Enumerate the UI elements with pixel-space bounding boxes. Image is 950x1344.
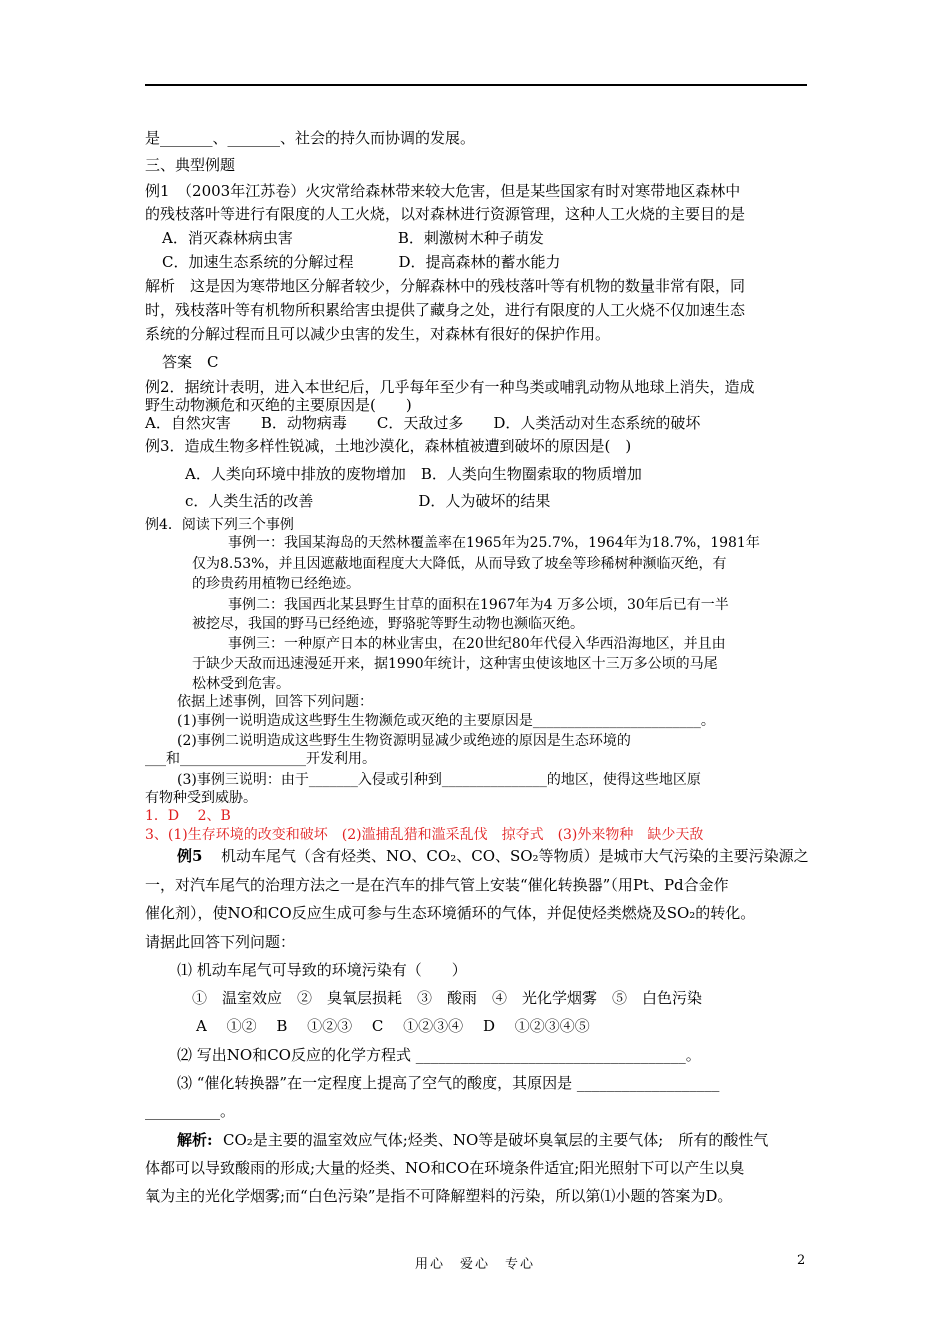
- text-line: 松林受到危害。: [192, 676, 290, 692]
- text-line: 例2．据统计表明，进入本世纪后，几乎每年至少有一种鸟类或哺乳动物从地球上消失，造成: [145, 378, 755, 396]
- question-line: ⑵ 写出NO和CO反应的化学方程式 ____________________________________。: [177, 1046, 701, 1064]
- example-label: 例5: [177, 847, 203, 865]
- text-line: __________。: [145, 1102, 236, 1120]
- analysis-label: 解析:: [177, 1131, 213, 1149]
- option-line: A．自然灾害 B．动物病毒 C．天敌过多 D．人类活动对生态系统的破坏: [145, 414, 701, 432]
- text-line: (1)事例一说明造成这些野生生物濒危或灭绝的主要原因是________________________。: [177, 713, 715, 729]
- text-line: 野生动物濒危和灭绝的主要原因是( ): [145, 396, 412, 414]
- text-line: CO₂是主要的温室效应气体;烃类、NO等是破坏臭氧层的主要气体; 所有的酸性气: [223, 1131, 769, 1149]
- question-line: ⑴ 机动车尾气可导致的环境污染有（ ）: [177, 961, 467, 979]
- text-line: 机动车尾气（含有烃类、NO、CO₂、CO、SO₂等物质）是城市大气污染的主要污染源之: [221, 847, 809, 865]
- option-line: A．人类向环境中排放的废物增加 B．人类向生物圈索取的物质增加: [185, 465, 642, 483]
- header-rule: [145, 84, 807, 86]
- text-line: 请据此回答下列问题：: [145, 933, 296, 951]
- page-footer: 用心 爱心 专心: [414, 1257, 535, 1272]
- text-line: 事例二：我国西北某县野生甘草的面积在1967年为4 万多公顷，30年后已有一半: [228, 597, 729, 613]
- answer-key-line: 1．D 2、B: [145, 808, 231, 824]
- text-line: 时，残枝落叶等有机物所积累给害虫提供了藏身之处，进行有限度的人工火烧不仅加速生态: [145, 301, 746, 319]
- option-line: A．消灭森林病虫害 B．刺激树木种子萌发: [162, 229, 544, 247]
- text-line: 的珍贵药用植物已经绝迹。: [192, 576, 360, 592]
- text-line: 有物种受到威胁。: [145, 790, 257, 806]
- text-line: 事例一：我国某海岛的天然林覆盖率在1965年为25.7%，1964年为18.7%，1981年: [228, 535, 760, 551]
- text-line: 氧为主的光化学烟雾;而“白色污染”是指不可降解塑料的污染，所以第⑴小题的答案为D。: [145, 1187, 733, 1205]
- text-line: 催化剂），使NO和CO反应生成可参与生态环境循环的气体，并促使烃类燃烧及SO₂的转化。: [145, 904, 756, 922]
- text-line: 解析 这是因为寒带地区分解者较少，分解森林中的残枝落叶等有机物的数量非常有限，同: [145, 277, 746, 295]
- text-line: 仅为8.53%，并且因遮蔽地面程度大大降低，从而导致了坡垒等珍稀树种濒临灭绝，有: [192, 556, 727, 572]
- text-line: 于缺少天敌而迅速漫延开来，据1990年统计，这种害虫使该地区十三万多公顷的马尾: [192, 656, 718, 672]
- answer-key-line: 3、(1)生存环境的改变和破坏 (2)滥捕乱猎和滥采乱伐 掠夺式 (3)外来物种 缺少天敌: [145, 827, 704, 843]
- question-line: ⑶ “催化转换器”在一定程度上提高了空气的酸度，其原因是 ___________________: [177, 1074, 720, 1092]
- text-line: (3)事例三说明：由于_______入侵或引种到_______________的地区，使得这些地区原: [177, 772, 701, 788]
- text-line: ___和__________________开发利用。: [145, 751, 376, 767]
- text-line: 系统的分解过程而且可以减少虫害的发生，对森林有很好的保护作用。: [145, 325, 611, 343]
- text-line: 事例三：一种原产日本的林业害虫，在20世纪80年代侵入华西沿海地区，并且由: [228, 636, 726, 652]
- option-line: ① 温室效应 ② 臭氧层损耗 ③ 酸雨 ④ 光化学烟雾 ⑤ 白色污染: [192, 989, 703, 1007]
- answer-line: 答案 C: [162, 353, 219, 371]
- text-line: 依据上述事例，回答下列问题：: [177, 694, 373, 710]
- page-number: 2: [797, 1253, 806, 1268]
- option-line: A ①② B ①②③ C ①②③④ D ①②③④⑤: [196, 1017, 590, 1035]
- text-line: 例1 （2003年江苏卷）火灾常给森林带来较大危害，但是某些国家有时对寒带地区森林中: [145, 182, 741, 200]
- option-line: C．加速生态系统的分解过程 D．提高森林的蓄水能力: [162, 253, 561, 271]
- text-line: (2)事例二说明造成这些野生生物资源明显减少或绝迹的原因是生态环境的: [177, 733, 631, 749]
- option-line: c．人类生活的改善 D．人为破坏的结果: [185, 492, 551, 510]
- text-line: 被挖尽，我国的野马已经绝迹，野骆驼等野生动物也濒临灭绝。: [192, 616, 584, 632]
- text-line: 的残枝落叶等进行有限度的人工火烧，以对森林进行资源管理，这种人工火烧的主要目的是: [145, 205, 746, 223]
- text-line: 例4．阅读下列三个事例: [145, 517, 294, 533]
- text-line: 例3．造成生物多样性锐减，土地沙漠化，森林植被遭到破坏的原因是( ): [145, 437, 632, 455]
- text-line: 一，对汽车尾气的治理方法之一是在汽车的排气管上安装“催化转换器”（用Pt、Pd合金作: [145, 876, 729, 894]
- text-line: 是_______、_______、社会的持久而协调的发展。: [145, 129, 476, 147]
- text-line: 体都可以导致酸雨的形成;大量的烃类、NO和CO在环境条件适宜;阳光照射下可以产生以臭: [145, 1159, 745, 1177]
- section-heading: 三、典型例题: [145, 156, 236, 174]
